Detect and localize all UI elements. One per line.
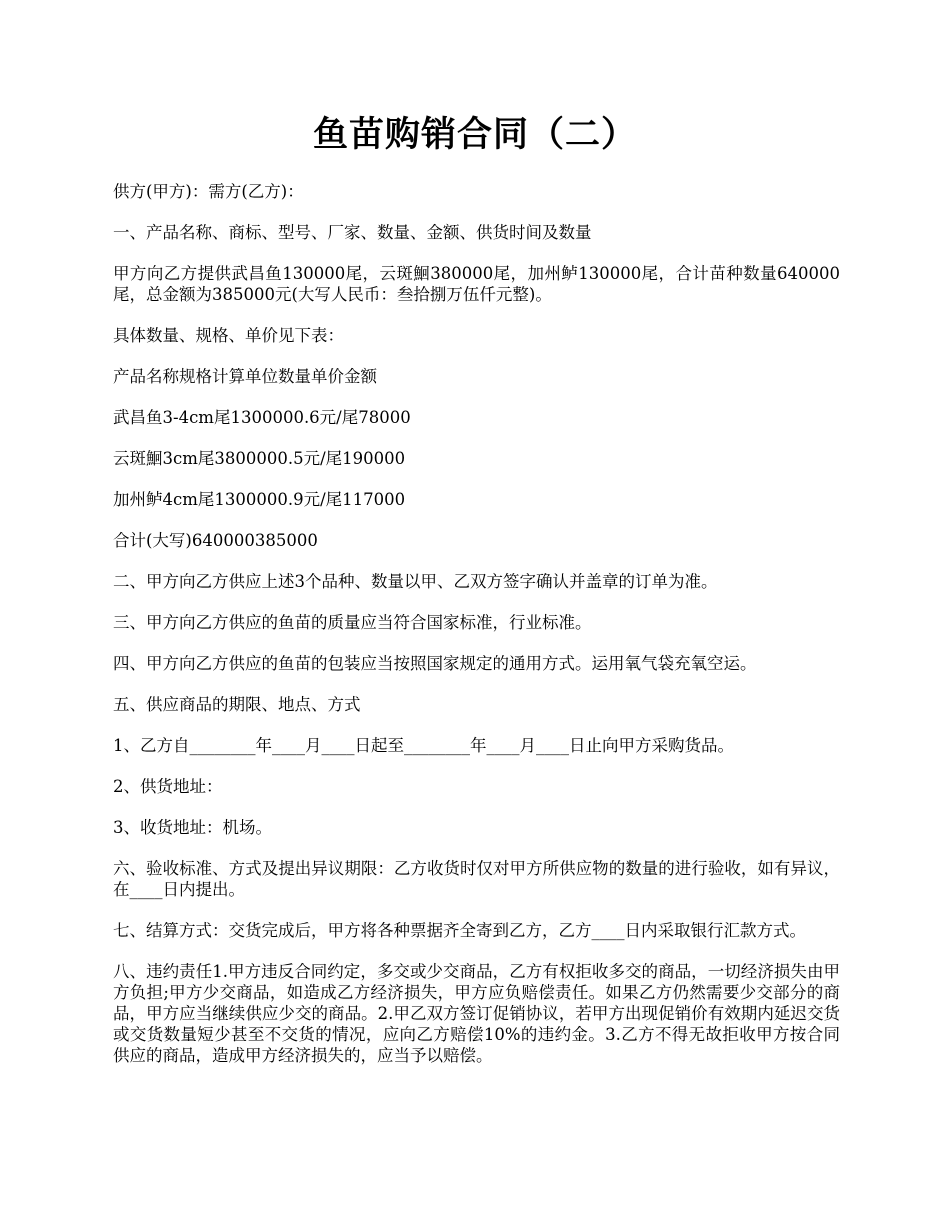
table-row-wuchang-fish: 武昌鱼3-4cm尾1300000.6元/尾78000 xyxy=(113,408,411,427)
table-row-california-bass: 加州鲈4cm尾1300000.9元/尾117000 xyxy=(113,490,406,509)
clause-7: 七、结算方式：交货完成后，甲方将各种票据齐全寄到乙方，乙方____日内采取银行汇款方式。 xyxy=(113,921,806,940)
clause-8: 八、违约责任1.甲方违反合同约定，多交或少交商品，乙方有权拒收多交的商品，一切经济损失由甲方负担;甲方少交商品，如造成乙方经济损失，甲方应负赔偿责任。如果乙方仍然需要少交部分的商品，甲方应当继续供应少交的商品。2.甲乙双方签订促销协议，若甲方出现促销价有效期内延迟交货或交货数量短少甚至不交货的情况，应向乙方赔偿10%的违约金。3.乙方不得无故拒收甲方按合同供应的商品，造成甲方经济损失的，应当予以赔偿。 xyxy=(113,962,840,1065)
clause-5-heading: 五、供应商品的期限、地点、方式 xyxy=(113,695,361,714)
table-total-line: 合计(大写)640000385000 xyxy=(113,531,318,550)
supply-summary-paragraph: 甲方向乙方提供武昌鱼130000尾，云斑鮰380000尾，加州鲈130000尾，合计苗种数量640000尾，总金额为385000元(大写人民币：叁拾捌万伍仟元整)。 xyxy=(113,264,840,304)
clause-5-item-3: 3、收货地址：机场。 xyxy=(113,818,272,837)
clause-6: 六、验收标准、方式及提出异议期限：乙方收货时仅对甲方所供应物的数量的进行验收，如有异议，在____日内提出。 xyxy=(113,859,840,899)
section-1-heading: 一、产品名称、商标、型号、厂家、数量、金额、供货时间及数量 xyxy=(113,223,592,242)
table-intro-line: 具体数量、规格、单价见下表： xyxy=(113,326,344,345)
clause-5-item-1: 1、乙方自________年____月____日起至________年____月____日止向甲方采购货品。 xyxy=(113,736,734,755)
clause-4: 四、甲方向乙方供应的鱼苗的包装应当按照国家规定的通用方式。运用氧气袋充氧空运。 xyxy=(113,654,757,673)
parties-line: 供方(甲方)：需方(乙方)： xyxy=(113,182,304,201)
table-row-yunban-fish: 云斑鮰3cm尾3800000.5元/尾190000 xyxy=(113,449,406,468)
clause-2: 二、甲方向乙方供应上述3个品种、数量以甲、乙双方签字确认并盖章的订单为准。 xyxy=(113,572,718,591)
document-title: 鱼苗购销合同（二） xyxy=(312,115,637,155)
clause-3: 三、甲方向乙方供应的鱼苗的质量应当符合国家标准，行业标准。 xyxy=(113,613,592,632)
clause-5-item-2: 2、供货地址： xyxy=(113,777,223,796)
table-header-line: 产品名称规格计算单位数量单价金额 xyxy=(113,367,377,386)
document-body xyxy=(113,181,840,1086)
